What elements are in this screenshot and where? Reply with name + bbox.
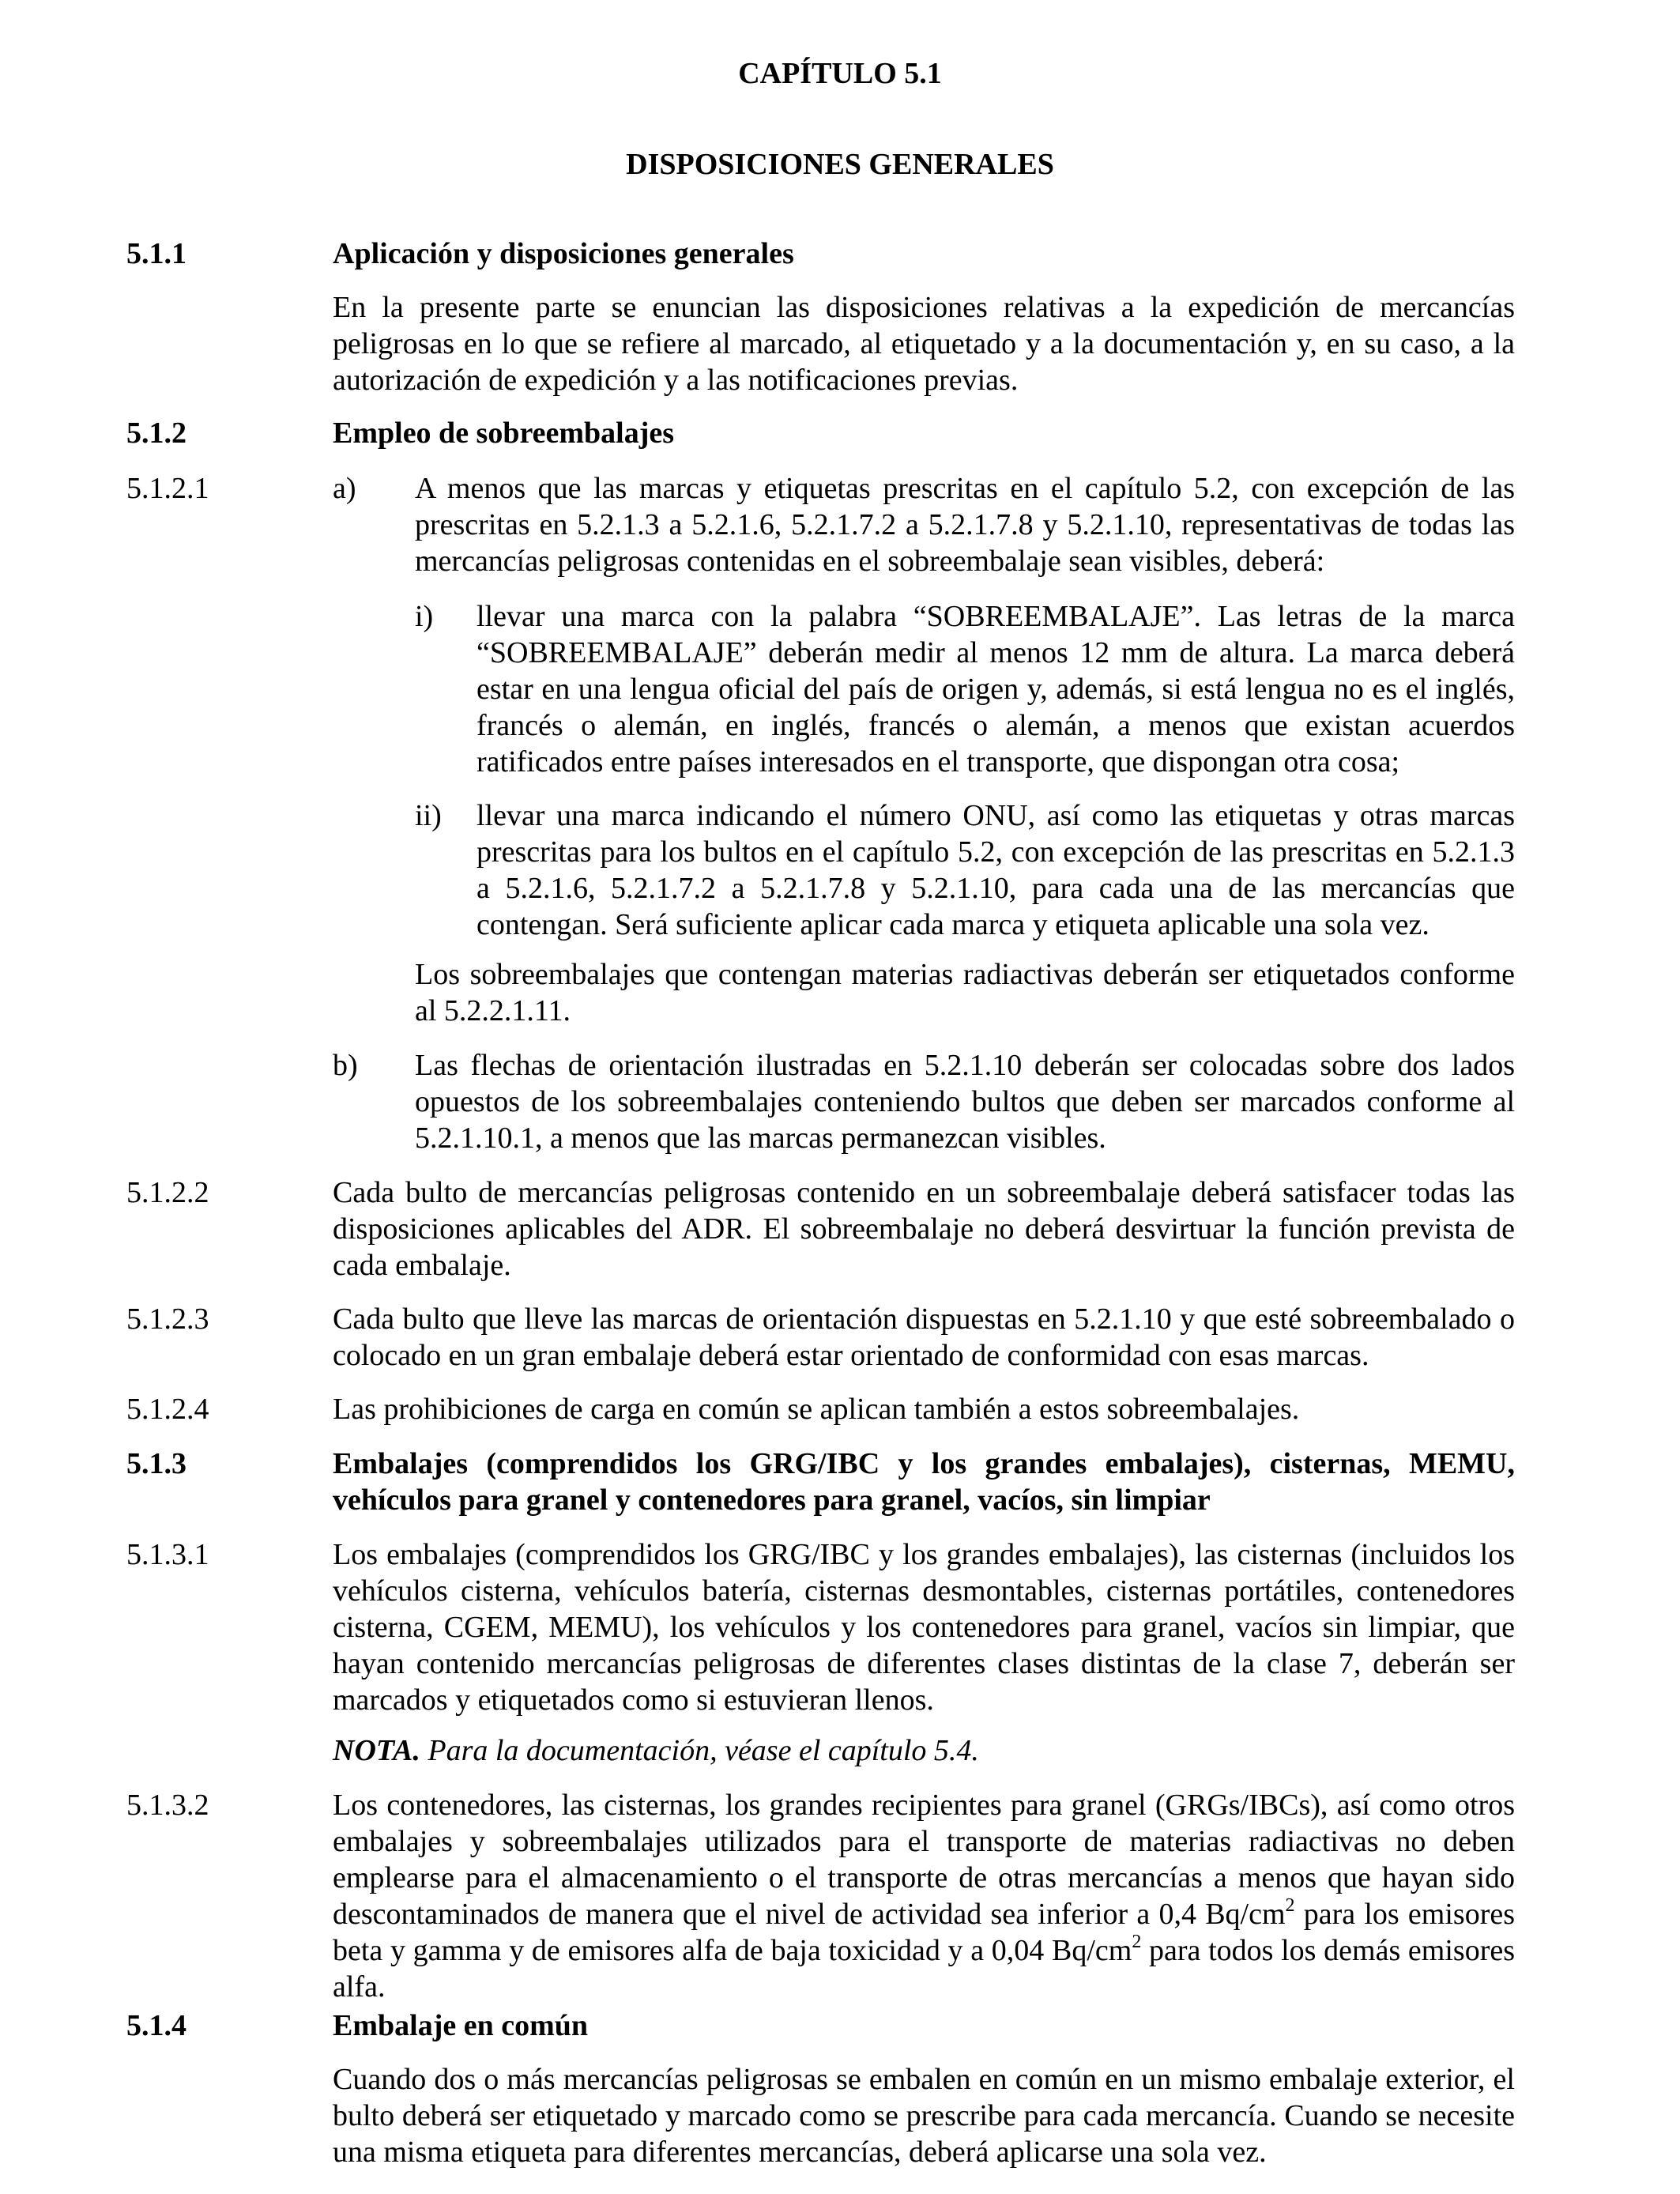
section-number-5-1-2: 5.1.2 xyxy=(126,417,186,450)
section-text-5-1-4: Cuando dos o más mercancías peligrosas se embalen en común en un mismo embalaje exterior, el bulto deberá ser etiquetado y marcado como se prescribe para cada mercancía. Cuando se necesite una misma etiqueta para diferentes mercancías, deberá aplicarse una sola vez. xyxy=(333,2063,1515,2169)
chapter-subtitle: DISPOSICIONES GENERALES xyxy=(626,148,1054,181)
text-part-2: para los emisores beta y gamma y de emisores alfa de baja toxicidad y a 0,04 Bq/cm xyxy=(333,1898,1516,1967)
item-b-text: Las flechas de orientación ilustradas en 5.2.1.10 deberán ser colocadas sobre dos lados opuestos de los sobreembalajes conteniendo bultos que deben ser marcados conforme al 5.2.1.10.1, a menos que las marcas permanezcan visibles. xyxy=(415,1049,1515,1155)
section-heading-5-1-4: Embalaje en común xyxy=(333,2009,588,2042)
chapter-title: CAPÍTULO 5.1 xyxy=(738,57,942,90)
text-part-3: para todos los demás emisores alfa. xyxy=(333,1934,1516,2004)
item-i-text: llevar una marca con la palabra “SOBREEMBALAJE”. Las letras de la marca “SOBREEMBALAJE” deberán medir al menos 12 mm de altura. La marca deberá estar en una lengua oficial del país de origen y, además, si está lengua no es el inglés, francés o alemán, en inglés, francés o alemán, a menos que existan acuerdos ratificados entre países interesados en el transporte, que dispongan otra cosa; xyxy=(477,600,1515,778)
section-heading-5-1-3: Embalajes (comprendidos los GRG/IBC y los grandes embalajes), cisternas, MEMU, vehículos para granel y contenedores para granel, vacíos, sin limpiar xyxy=(333,1447,1515,1517)
section-text-5-1-2-2: Cada bulto de mercancías peligrosas contenido en un sobreembalaje deberá satisfacer todas las disposiciones aplicables del ADR. El sobreembalaje no deberá desvirtuar la función prevista de cada embalaje. xyxy=(333,1176,1515,1282)
section-number-5-1-2-3: 5.1.2.3 xyxy=(126,1302,209,1336)
section-number-5-1-3-1: 5.1.3.1 xyxy=(126,1538,209,1571)
section-text-5-1-3-1: Los embalajes (comprendidos los GRG/IBC y los grandes embalajes), las cisternas (incluidos los vehículos cisterna, vehículos batería, cisternas desmontables, cisternas portátiles, contenedores cisterna, CGEM, MEMU), los vehículos y los contenedores para granel, vacíos sin limpiar, que hayan contenido mercancías peligrosas de diferentes clases distintas de la clase 7, deberán ser marcados y etiquetados como si estuvieran llenos. xyxy=(333,1538,1515,1717)
text-part-1: Los contenedores, las cisternas, los grandes recipientes para granel (GRGs/IBCs), así como otros embalajes y sobreembalajes utilizados para el transporte de materias radiactivas no deben emplearse para el almacenamiento o el transporte de otras mercancías a menos que hayan sido descontaminados de manera que el nivel de actividad sea inferior a 0,4 Bq/cm xyxy=(333,1789,1515,1931)
note-5-1-3-1 xyxy=(333,1732,1515,1769)
list-marker-i: i) xyxy=(415,600,434,633)
section-text-5-1-2-4: Las prohibiciones de carga en común se aplican también a estos sobreembalajes. xyxy=(333,1393,1300,1426)
section-number-5-1-2-4: 5.1.2.4 xyxy=(126,1393,209,1426)
superscript-2: 2 xyxy=(1132,1932,1142,1952)
note-label: NOTA. xyxy=(333,1734,420,1767)
section-text-5-1-3-2 xyxy=(333,1787,1515,2005)
section-number-5-1-3: 5.1.3 xyxy=(126,1447,186,1480)
item-ii-text: llevar una marca indicando el número ONU, así como las etiquetas y otras marcas prescritas para los bultos en el capítulo 5.2, con excepción de las prescritas en 5.2.1.3 a 5.2.1.6, 5.2.1.7.2 a 5.2.1.7.8 y 5.2.1.10, para cada una de las mercancías que contengan. Será suficiente aplicar cada marca y etiqueta aplicable una sola vez. xyxy=(477,799,1515,941)
list-marker-a: a) xyxy=(333,472,356,505)
item-a-text: A menos que las marcas y etiquetas prescritas en el capítulo 5.2, con excepción de las prescritas en 5.2.1.3 a 5.2.1.6, 5.2.1.7.2 a 5.2.1.7.8 y 5.2.1.10, representativas de todas las mercancías peligrosas contenidas en el sobreembalaje sean visibles, deberá: xyxy=(415,472,1515,578)
section-text-5-1-1: En la presente parte se enuncian las disposiciones relativas a la expedición de mercancías peligrosas en lo que se refiere al marcado, al etiquetado y a la documentación y, en su caso, a la autorización de expedición y a las notificaciones previas. xyxy=(333,291,1515,397)
list-marker-ii: ii) xyxy=(415,799,442,832)
section-number-5-1-4: 5.1.4 xyxy=(126,2009,186,2042)
section-heading-5-1-2: Empleo de sobreembalajes xyxy=(333,417,675,450)
superscript-1: 2 xyxy=(1285,1895,1295,1916)
section-text-5-1-2-3: Cada bulto que lleve las marcas de orientación dispuestas en 5.2.1.10 y que esté sobreembalado o colocado en un gran embalaje deberá estar orientado de conformidad con esas marcas. xyxy=(333,1302,1515,1372)
section-number-5-1-3-2: 5.1.3.2 xyxy=(126,1789,209,1822)
section-number-5-1-2-1: 5.1.2.1 xyxy=(126,472,209,505)
note-text: Para la documentación, véase el capítulo 5.4. xyxy=(420,1734,979,1767)
list-marker-b: b) xyxy=(333,1049,358,1082)
section-number-5-1-1: 5.1.1 xyxy=(126,237,186,270)
section-heading-5-1-1: Aplicación y disposiciones generales xyxy=(333,237,794,270)
section-number-5-1-2-2: 5.1.2.2 xyxy=(126,1176,209,1209)
radioactive-overpack-text: Los sobreembalajes que contengan materias radiactivas deberán ser etiquetados conforme al 5.2.2.1.11. xyxy=(415,958,1515,1027)
